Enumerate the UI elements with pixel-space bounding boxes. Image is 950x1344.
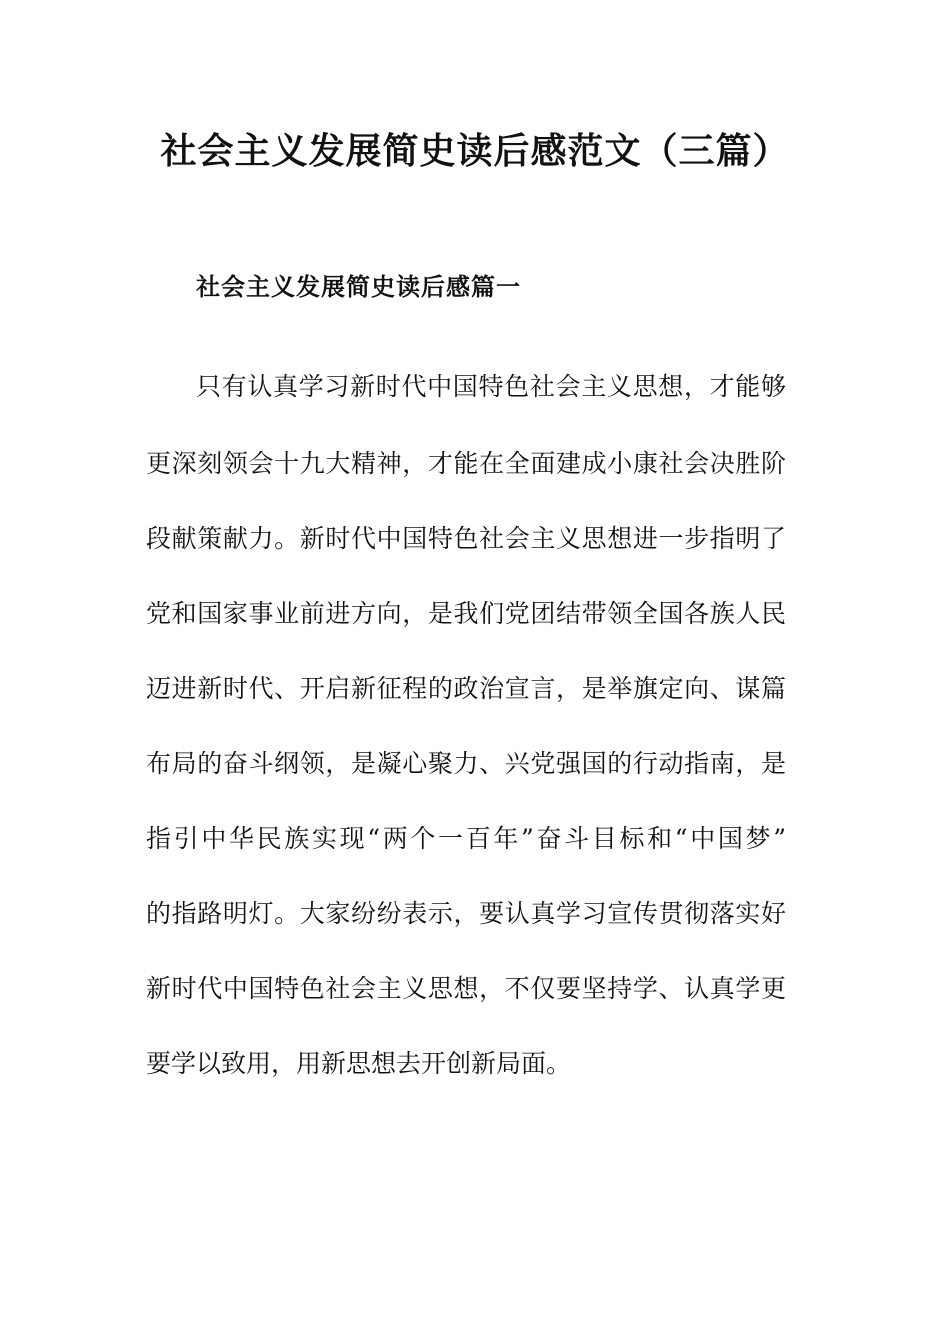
paragraph-line: 更深刻领会十九大精神，才能在全面建成小康社会决胜阶	[146, 449, 786, 478]
paragraph-line: 指引中华民族实现“两个一百年”奋斗目标和“中国梦”	[146, 824, 786, 853]
paragraph-line: 要学以致用，用新思想去开创新局面。	[146, 1049, 572, 1078]
document-title: 社会主义发展简史读后感范文（三篇）	[160, 131, 790, 172]
paragraph-line: 只有认真学习新时代中国特色社会主义思想，才能够	[196, 372, 786, 401]
paragraph-line: 段献策献力。新时代中国特色社会主义思想进一步指明了	[146, 524, 786, 553]
section-heading: 社会主义发展简史读后感篇一	[196, 273, 521, 301]
paragraph-line: 布局的奋斗纲领，是凝心聚力、兴党强国的行动指南，是	[146, 749, 786, 778]
paragraph-line: 党和国家事业前进方向，是我们党团结带领全国各族人民	[146, 599, 786, 628]
paragraph-line: 新时代中国特色社会主义思想，不仅要坚持学、认真学更	[146, 974, 786, 1003]
paragraph-line: 迈进新时代、开启新征程的政治宣言，是举旗定向、谋篇	[146, 674, 786, 703]
paragraph-line: 的指路明灯。大家纷纷表示，要认真学习宣传贯彻落实好	[146, 899, 786, 928]
